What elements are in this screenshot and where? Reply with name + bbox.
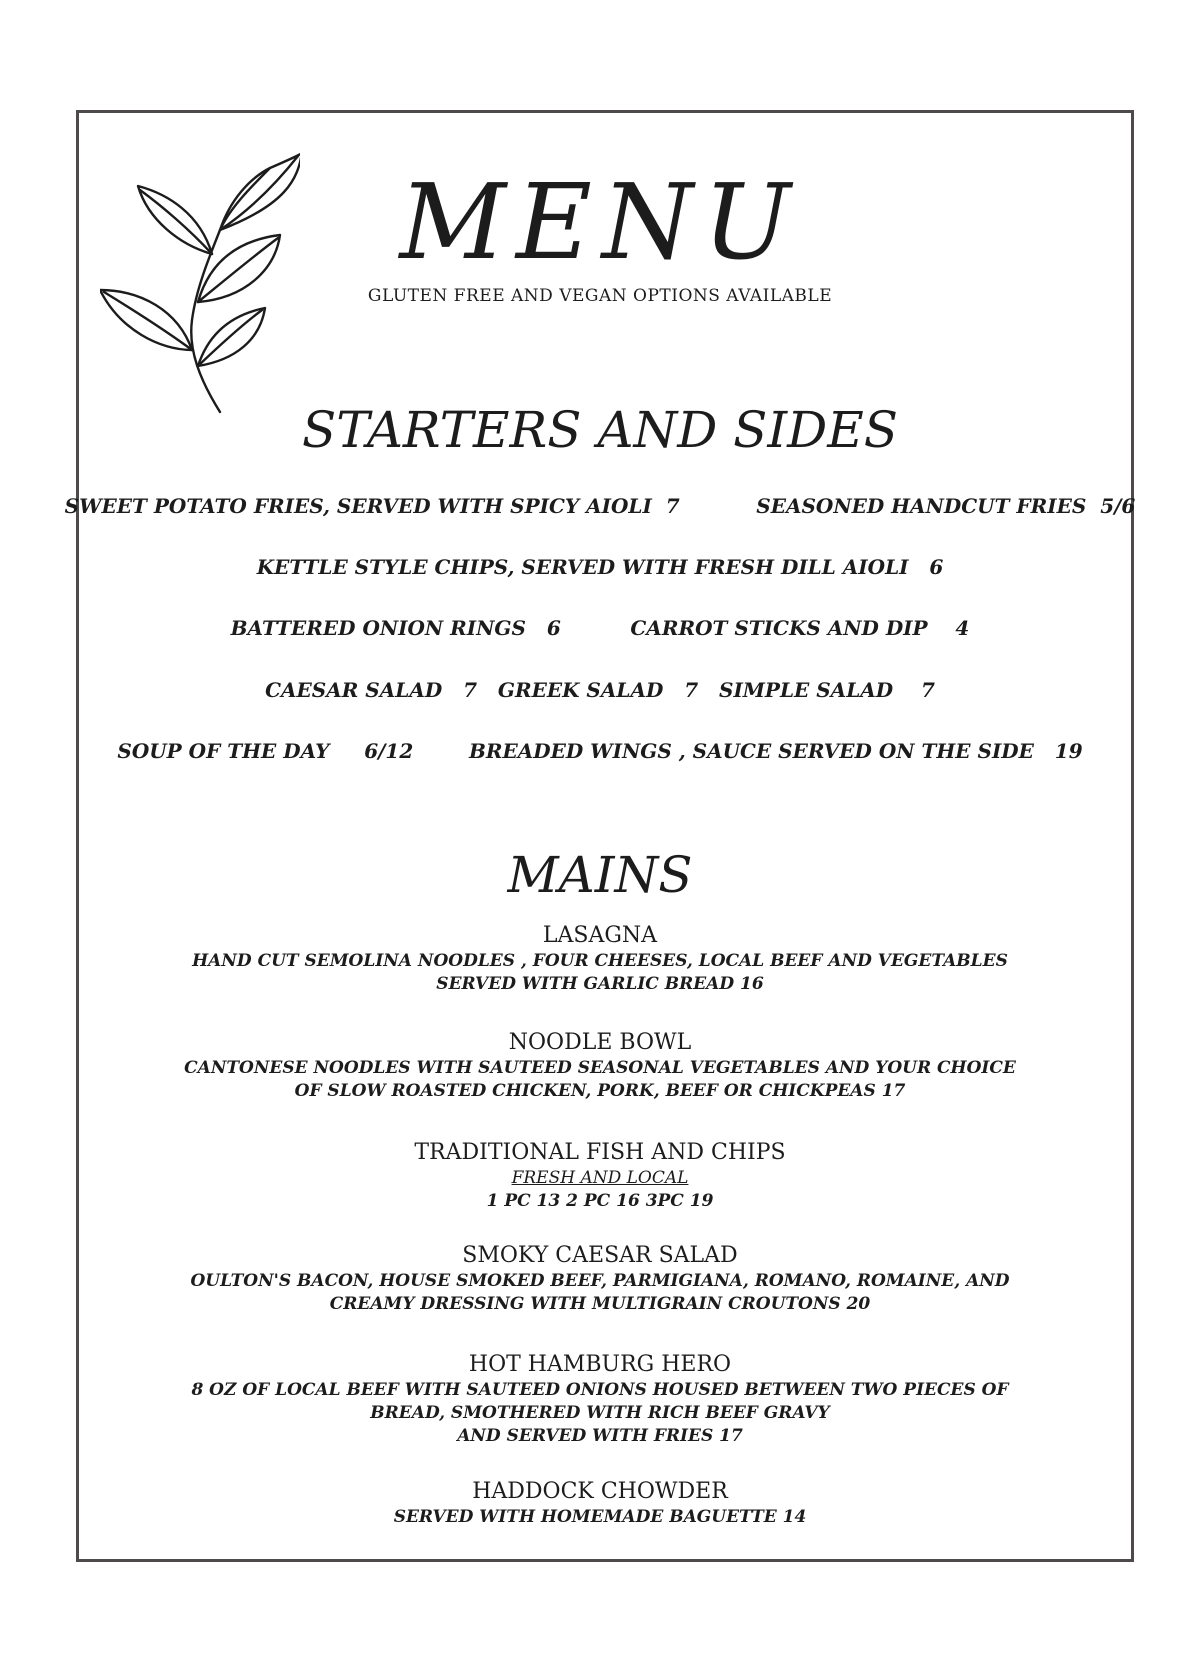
item-description: OULTON'S BACON, HOUSE SMOKED BEEF, PARMIGIANA, ROMANO, ROMAINE, AND CREAMY DRESSING WITH MULTIGRAIN CROUTONS 20 (190, 1271, 1010, 1314)
item-description: SERVED WITH HOMEMADE BAGUETTE 14 (393, 1507, 807, 1527)
starters-row: BATTERED ONION RINGS 6 CARROT STICKS AND DIP 4 (230, 616, 970, 640)
item-name: HOT HAMBURG HERO (468, 1352, 732, 1377)
main-item-noodle-bowl (0, 1029, 1200, 1103)
item-name: SMOKY CAESAR SALAD (462, 1243, 738, 1268)
item-name: HADDOCK CHOWDER (472, 1479, 728, 1504)
main-item-lasagna (0, 922, 1200, 996)
item-subheading: FRESH AND LOCAL (511, 1168, 689, 1188)
starters-row: CAESAR SALAD 7 GREEK SALAD 7 SIMPLE SALAD 7 (265, 678, 935, 702)
main-item-fish-and-chips (0, 1139, 1200, 1213)
menu-title: MENU (399, 161, 801, 283)
item-description: HAND CUT SEMOLINA NOODLES , FOUR CHEESES, LOCAL BEEF AND VEGETABLES SERVED WITH GARLIC BREAD 16 (192, 951, 1008, 994)
starters-section-title: STARTERS AND SIDES (301, 401, 899, 459)
item-description: CANTONESE NOODLES WITH SAUTEED SEASONAL VEGETABLES AND YOUR CHOICE OF SLOW ROASTED CHICKEN, PORK, BEEF OR CHICKPEAS 17 (184, 1058, 1016, 1101)
starters-row: SWEET POTATO FRIES, SERVED WITH SPICY AIOLI 7 SEASONED HANDCUT FRIES 5/6 (64, 494, 1136, 518)
menu-subtitle: GLUTEN FREE AND VEGAN OPTIONS AVAILABLE (367, 286, 833, 306)
starters-row: SOUP OF THE DAY 6/12 BREADED WINGS , SAUCE SERVED ON THE SIDE 19 (117, 739, 1083, 763)
main-item-smoky-caesar-salad (0, 1242, 1200, 1316)
item-description: 8 OZ OF LOCAL BEEF WITH SAUTEED ONIONS HOUSED BETWEEN TWO PIECES OF BREAD, SMOTHERED WITH RICH BEEF GRAVY AND SERVED WITH FRIES 17 (191, 1380, 1009, 1446)
item-name: LASAGNA (542, 923, 658, 948)
item-name: NOODLE BOWL (508, 1030, 692, 1055)
main-item-hot-hamburg-hero (0, 1351, 1200, 1448)
mains-section-title: MAINS (507, 846, 693, 904)
starters-row: KETTLE STYLE CHIPS, SERVED WITH FRESH DILL AIOLI 6 (256, 555, 944, 579)
item-description: 1 PC 13 2 PC 16 3PC 19 (486, 1191, 714, 1211)
item-name: TRADITIONAL FISH AND CHIPS (414, 1140, 786, 1165)
main-item-haddock-chowder (0, 1478, 1200, 1529)
